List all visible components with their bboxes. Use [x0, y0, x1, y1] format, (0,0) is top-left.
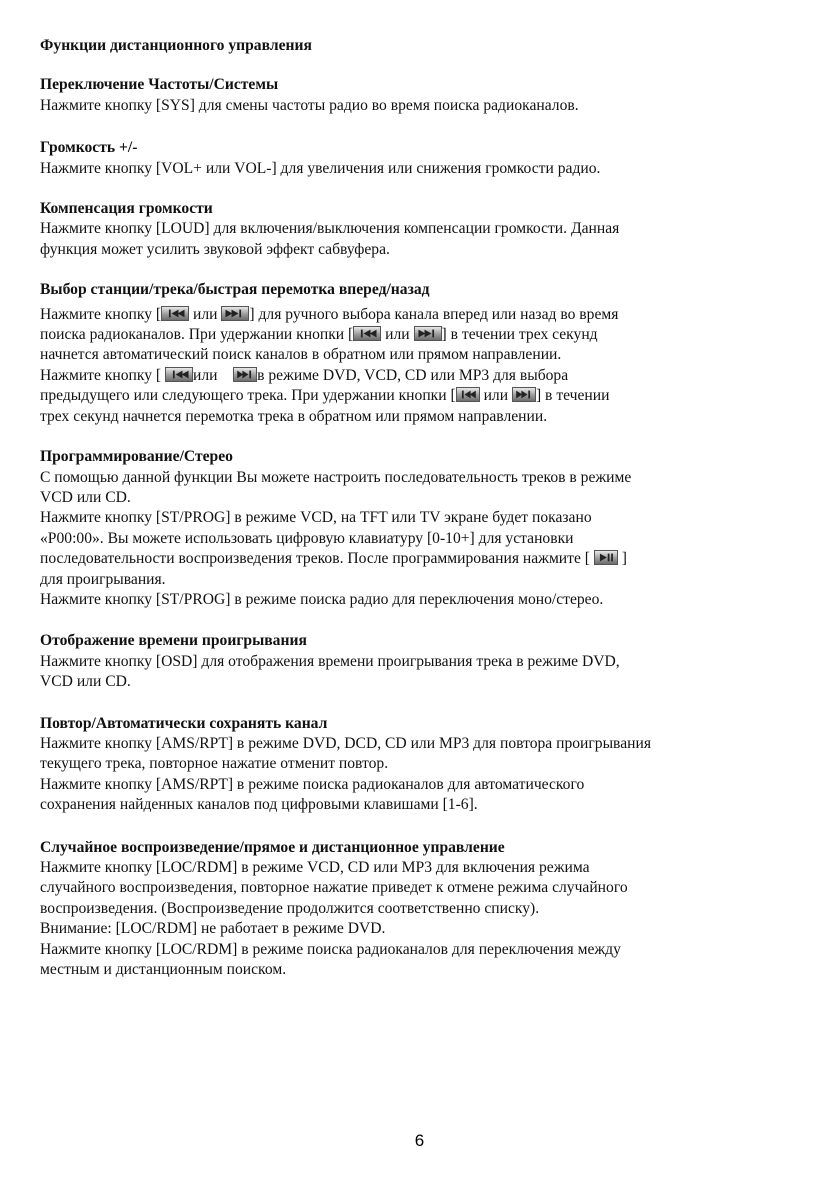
- section-text: Нажмите кнопку [ST/PROG] в режиме поиска радио для переключения моно/стерео.: [40, 590, 604, 608]
- section-text: Нажмите кнопку [SYS] для смены частоты радио во время поиска радиоканалов.: [40, 96, 579, 114]
- section-volume: [40, 138, 800, 179]
- text-fragment: Нажмите кнопку [: [40, 305, 162, 323]
- text-fragment: в режиме DVD, VCD, CD или MP3 для выбора: [257, 366, 569, 384]
- section-text: VCD или CD.: [40, 488, 131, 506]
- section-text: функция может усилить звуковой эффект сабвуфера.: [40, 240, 390, 258]
- section-random-loc: [40, 838, 800, 981]
- section-heading: Программирование/Стерео: [40, 448, 233, 466]
- section-text: VCD или CD.: [40, 673, 131, 691]
- skip-back-icon: [165, 367, 193, 382]
- section-repeat-ams: [40, 714, 800, 816]
- text-fragment: Нажмите кнопку [: [40, 366, 166, 384]
- skip-forward-icon: [233, 367, 257, 382]
- section-text: Нажмите кнопку [AMS/RPT] в режиме поиска радиоканалов для автоматического: [40, 775, 585, 793]
- section-heading: Случайное воспроизведение/прямое и дистанционное управление: [40, 838, 505, 856]
- text-fragment: ]: [617, 550, 627, 568]
- text-fragment: ] для ручного выбора канала вперед или назад во время: [249, 305, 619, 323]
- skip-forward-icon: [414, 326, 442, 341]
- section-heading: Выбор станции/трека/быстрая перемотка вперед/назад: [40, 281, 430, 299]
- section-frequency-system: [40, 75, 800, 116]
- section-heading: Повтор/Автоматически сохранять канал: [40, 714, 328, 732]
- section-playback-time: [40, 631, 800, 692]
- section-text: сохранения найденных каналов под цифровыми клавишами [1-6].: [40, 796, 478, 814]
- section-heading: Переключение Частоты/Системы: [40, 76, 279, 94]
- section-text: [40, 549, 800, 569]
- section-heading: Компенсация громкости: [40, 200, 213, 218]
- section-text: текущего трека, повторное нажатие отменит повтор.: [40, 755, 389, 773]
- text-fragment: или: [381, 326, 414, 344]
- text-fragment: ] в течении трех секунд: [441, 326, 598, 344]
- section-text: [40, 305, 800, 325]
- section-text: начнется автоматический поиск каналов в обратном или прямом направлении.: [40, 346, 562, 364]
- skip-back-icon: [353, 326, 381, 341]
- text-fragment: последовательности воспроизведения треков. После программирования нажмите [: [40, 550, 594, 568]
- section-text: случайного воспроизведения, повторное нажатие приведет к отмене режима случайного: [40, 879, 628, 897]
- section-text: С помощью данной функции Вы можете настроить последовательность треков в режиме: [40, 468, 632, 486]
- section-text: Внимание: [LOC/RDM] не работает в режиме DVD.: [40, 920, 386, 938]
- section-text: «P00:00». Вы можете использовать цифровую клавиатуру [0-10+] для установки: [40, 529, 574, 547]
- text-fragment: предыдущего или следующего трека. При удержании кнопки [: [40, 387, 456, 405]
- section-text: местным и дистанционным поиском.: [40, 961, 287, 979]
- section-text: Нажмите кнопку [ST/PROG] в режиме VCD, на TFT или TV экране будет показано: [40, 509, 592, 527]
- text-fragment: поиска радиоканалов. При удержании кнопки [: [40, 326, 354, 344]
- skip-back-icon: [161, 306, 189, 321]
- section-text: Нажмите кнопку [OSD] для отображения времени проигрывания трека в режиме DVD,: [40, 652, 620, 670]
- text-fragment: ] в течении: [535, 387, 610, 405]
- section-text: [40, 366, 800, 386]
- section-track-select: [40, 280, 800, 427]
- section-program-stereo: [40, 447, 800, 610]
- section-text: воспроизведения. (Воспроизведение продолжится соответственно списку).: [40, 899, 540, 917]
- play-pause-icon: [594, 550, 618, 565]
- section-heading: Отображение времени проигрывания: [40, 632, 307, 650]
- section-text: Нажмите кнопку [VOL+ или VOL-] для увеличения или снижения громкости радио.: [40, 159, 601, 177]
- document-title: Функции дистанционного управления: [40, 37, 312, 54]
- section-heading: Громкость +/-: [40, 139, 138, 157]
- section-text: Нажмите кнопку [AMS/RPT] в режиме DVD, DCD, CD или MP3 для повтора проигрывания: [40, 734, 652, 752]
- section-text: Нажмите кнопку [LOC/RDM] в режиме VCD, CD или MP3 для включения режима: [40, 859, 590, 876]
- section-text: [40, 386, 800, 406]
- text-fragment: или: [193, 366, 222, 384]
- section-text: Нажмите кнопку [LOC/RDM] в режиме поиска радиоканалов для переключения между: [40, 940, 621, 958]
- section-text: трех секунд начнется перемотка трека в обратном или прямом направлении.: [40, 407, 548, 425]
- text-fragment: или: [479, 387, 512, 405]
- section-text: Нажмите кнопку [LOUD] для включения/выключения компенсации громкости. Данная: [40, 220, 620, 238]
- skip-forward-icon: [512, 387, 536, 402]
- section-text: [40, 325, 800, 345]
- skip-back-icon: [456, 387, 480, 402]
- document-page: [40, 36, 800, 1000]
- section-text: для проигрывания.: [40, 570, 166, 588]
- section-loudness: [40, 199, 800, 260]
- text-fragment: или: [189, 305, 222, 323]
- skip-forward-icon: [221, 306, 249, 321]
- page-number: 6: [414, 1131, 425, 1150]
